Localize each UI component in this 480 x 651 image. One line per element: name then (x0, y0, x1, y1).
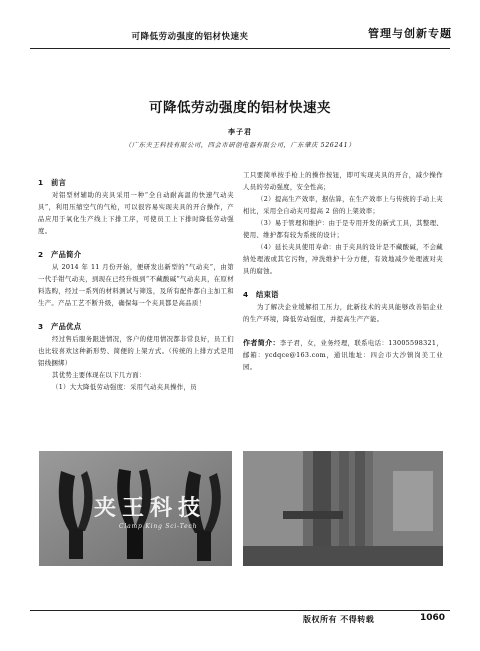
list-item: （4）延长夹具使用寿命：由于夹具的设计是不藏酸碱，不会藏纳处理液或其它污物，冲洗维护十分方便，有效地减少处理液对夹具的腐蚀。 (243, 243, 443, 275)
list-item: （3）易于管理和维护：由于是专用开发的新式工具，其整理、使用、维护都有较为系统的设计； (243, 219, 443, 239)
list-item: （1）大大降低劳动强度：采用气动夹具操作，员 (52, 383, 197, 391)
running-header-title: 可降低劳动强度的铝材快速夹 (131, 32, 249, 42)
article-author: 李子君 (228, 127, 252, 136)
article-affiliation: （广东夹王科技有限公司，四会市研创电器有限公司，广东肇庆 526241） (124, 142, 356, 149)
paragraph: 经过售后服务跟进情况，客户的使用情况都非常良好，员工们也比较喜欢这种新形势、简便的上架方式。（传统的上排方式是用铝线捆绑） (38, 335, 234, 367)
footer-rule (30, 610, 450, 611)
article-title: 可降低劳动强度的铝材快速夹 (149, 100, 331, 116)
watermark-logo: 夹王科技 (94, 495, 207, 521)
list-item: （2）提高生产效率，据估算，在生产效率上与传统的手动上夹相比，采用全自动夹可提高 2 倍的上架效率； (243, 195, 443, 215)
paragraph: 对铝型材辅助的夹具采用一种“全自动耐高温的快速气动夹具”，利用压缩空气的气枪，可以很容易实现夹具的开合操作，产品应用于氧化生产线上下排工序，可使员工上下排时降低劳动强度。 (38, 191, 234, 235)
author-bio (243, 337, 443, 373)
paragraph: 其优势主要体现在以下几方面： (52, 371, 146, 379)
production-line-illustration (243, 451, 443, 566)
clamp-photo-left (39, 451, 232, 566)
section-heading-2: 2 产品简介 (38, 250, 82, 259)
section-heading-1: 1 前言 (38, 178, 67, 187)
footer-copyright: 版权所有 不得转载 (303, 614, 375, 624)
section-title: 管理与创新专题 (368, 27, 452, 40)
author-bio-label: 作者简介： (243, 339, 280, 347)
paragraph: 为了解决企业缓解招工压力，此新技术的夹具能够改善铝企业的生产环境，降低劳动强度，并提高生产产能。 (243, 303, 443, 323)
paragraph: 工只要简单按手枪上的操作按钮，即可实现夹具的开合，减少操作人员的劳动强度，安全性高； (243, 171, 443, 191)
header-rule (30, 48, 450, 49)
section-heading-3: 3 产品优点 (38, 322, 82, 331)
production-line-photo (243, 451, 443, 566)
watermark-subtitle: Clamp King Sci-Tech (119, 523, 198, 530)
page-number: 1060 (420, 613, 446, 623)
author-bio-text: 李子君，女，业务经理，联系电话：13005598321，邮箱：ycdqce@163.com，通讯地址：四会市大沙镇岗美工业园。 (243, 339, 444, 371)
section-heading-4: 4 结束语 (243, 290, 279, 299)
left-column (38, 177, 234, 393)
paragraph: 从 2014 年 11 月份开始，便研发出新型的“气动夹”，由第一代手钳气动夹，到现在已经升级到“不藏酸碱”气动夹具，在原材料选购，经过一系列的材料测试与筛选，及所有配件都自主加工和生产。产品工艺不断升级，确保每一个夹具都是高品质！ (38, 263, 234, 307)
right-column (243, 169, 443, 373)
